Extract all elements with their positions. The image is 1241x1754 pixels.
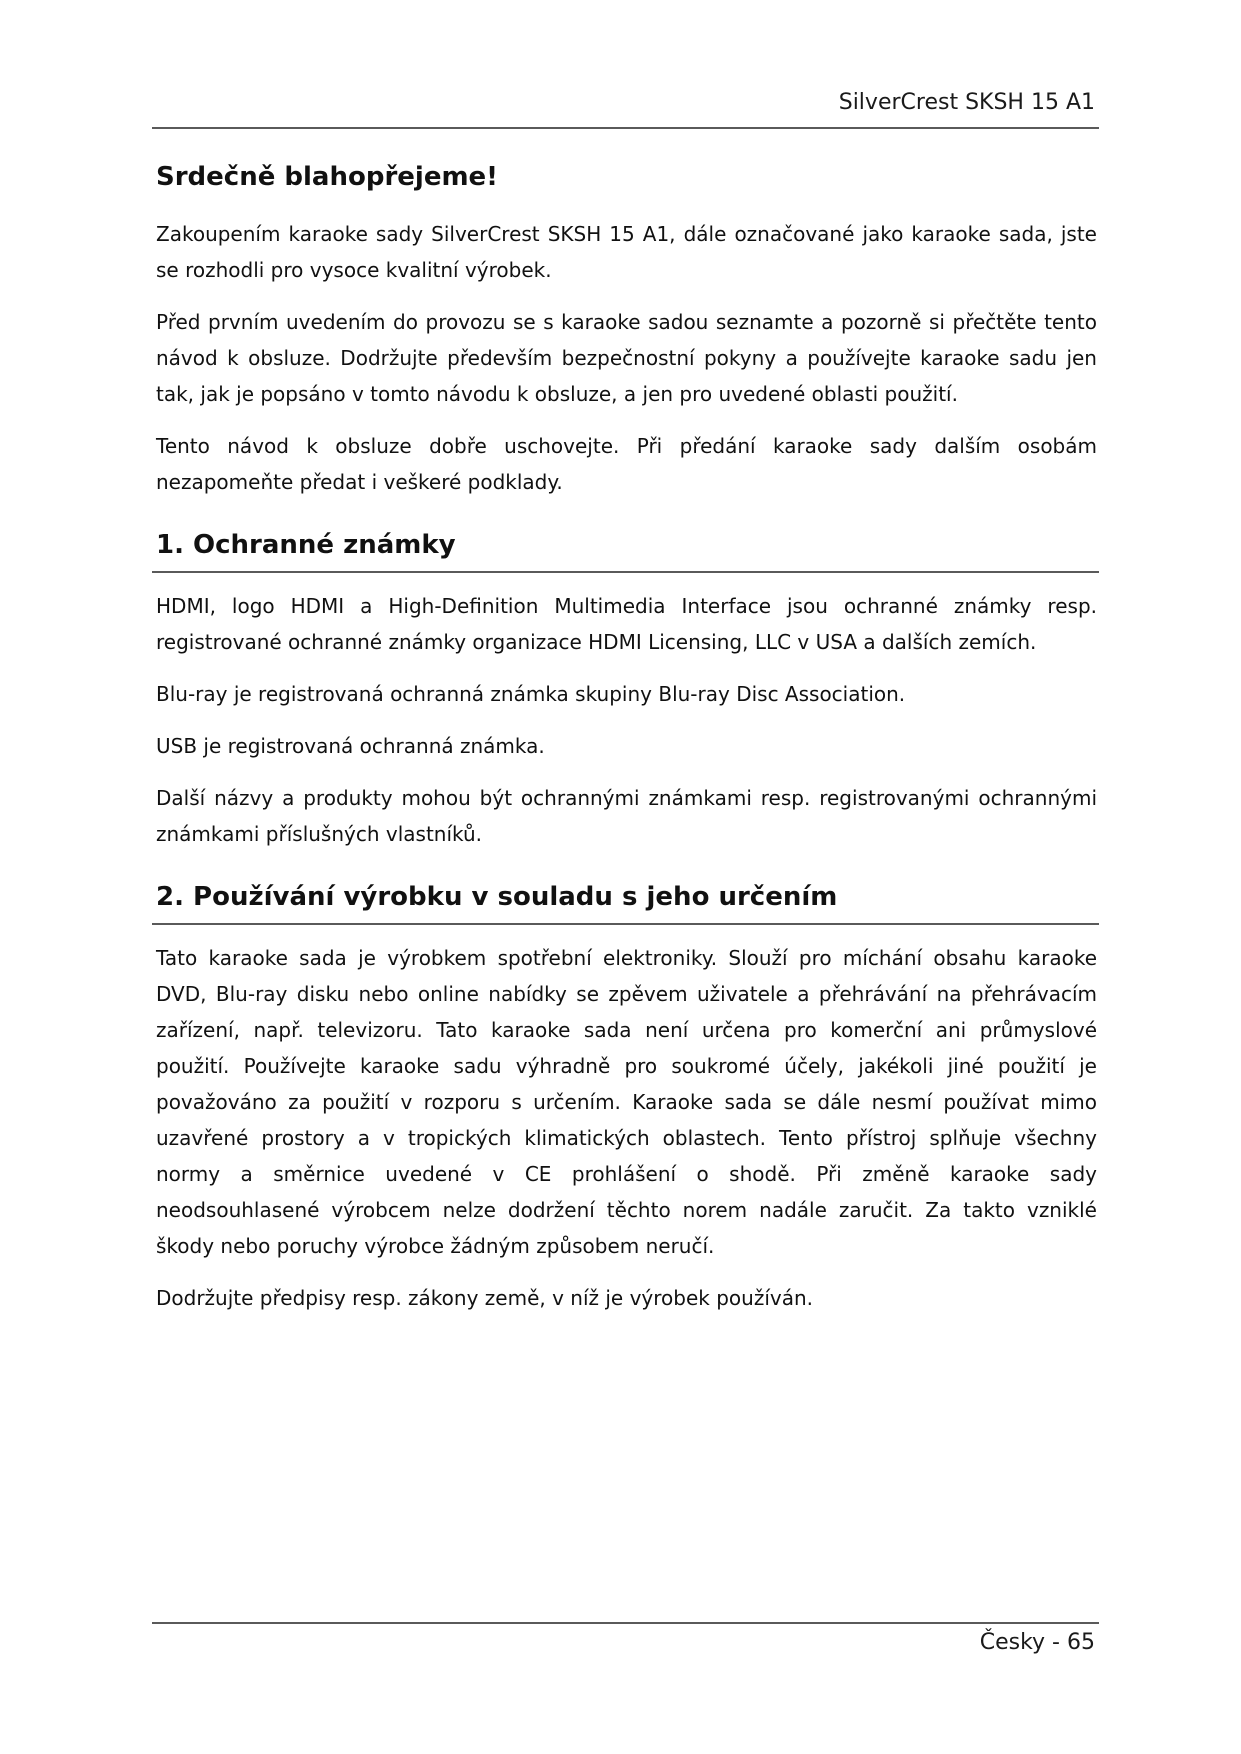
intro-paragraph-1: Zakoupením karaoke sady SilverCrest SKSH 15 A1, dále označované jako karaoke sada, jste se rozhodli pro vysoce kvalitní výrobek. bbox=[156, 222, 1097, 282]
intro-paragraph-2: Před prvním uvedením do provozu se s karaoke sadou seznamte a pozorně si přečtěte tento návod k obsluze. Dodržujte především bezpečnostní pokyny a používejte karaoke sadu jen tak, jak je popsáno v tomto návodu k obsluze, a jen pro uvedené oblasti použití. bbox=[156, 310, 1097, 406]
section-title-intended-use: 2. Používání výrobku v souladu s jeho určením bbox=[152, 880, 1099, 925]
section-intended-use bbox=[156, 880, 1097, 1316]
page-footer: Česky - 65 bbox=[979, 1630, 1095, 1655]
intro-paragraph-3: Tento návod k obsluze dobře uschovejte. Při předání karaoke sady dalším osobám nezapomeňte předat i veškeré podklady. bbox=[156, 434, 1097, 494]
intended-use-paragraph-2: Dodržujte předpisy resp. zákony země, v níž je výrobek používán. bbox=[156, 1286, 814, 1310]
page-content bbox=[156, 160, 1097, 1332]
running-header: SilverCrest SKSH 15 A1 bbox=[838, 90, 1095, 115]
trademarks-paragraph-1: HDMI, logo HDMI a High-Definition Multimedia Interface jsou ochranné známky resp. registrované ochranné známky organizace HDMI Licensing, LLC v USA a dalších zemích. bbox=[156, 594, 1097, 654]
header-rule bbox=[152, 127, 1099, 129]
section-title-trademarks: 1. Ochranné známky bbox=[152, 528, 1099, 573]
trademarks-paragraph-2: Blu-ray je registrovaná ochranná známka skupiny Blu-ray Disc Association. bbox=[156, 682, 906, 706]
trademarks-paragraph-3: USB je registrovaná ochranná známka. bbox=[156, 734, 545, 758]
footer-rule bbox=[152, 1622, 1099, 1624]
section-trademarks bbox=[156, 528, 1097, 852]
section-body-intended-use bbox=[156, 940, 1097, 1316]
intro-heading: Srdečně blahopřejeme! bbox=[156, 162, 499, 192]
intended-use-paragraph-1: Tato karaoke sada je výrobkem spotřební elektroniky. Slouží pro míchání obsahu karaoke DVD, Blu-ray disku nebo online nabídky se zpěvem uživatele a přehrávání na přehrávacím zařízení, např. televizoru. Tato karaoke sada není určena pro komerční ani průmyslové použití. Používejte karaoke sadu výhradně pro soukromé účely, jakékoli jiné použití je považováno za použití v rozporu s určením. Karaoke sada se dále nesmí používat mimo uzavřené prostory a v tropických klimatických oblastech. Tento přístroj splňuje všechny normy a směrnice uvedené v CE prohlášení o shodě. Při změně karaoke sady neodsouhlasené výrobcem nelze dodržení těchto norem nadále zaručit. Za takto vzniklé škody nebo poruchy výrobce žádným způsobem neručí. bbox=[156, 946, 1097, 1258]
section-body-trademarks bbox=[156, 588, 1097, 852]
trademarks-paragraph-4: Další názvy a produkty mohou být ochrannými známkami resp. registrovanými ochrannými známkami příslušných vlastníků. bbox=[156, 786, 1097, 846]
